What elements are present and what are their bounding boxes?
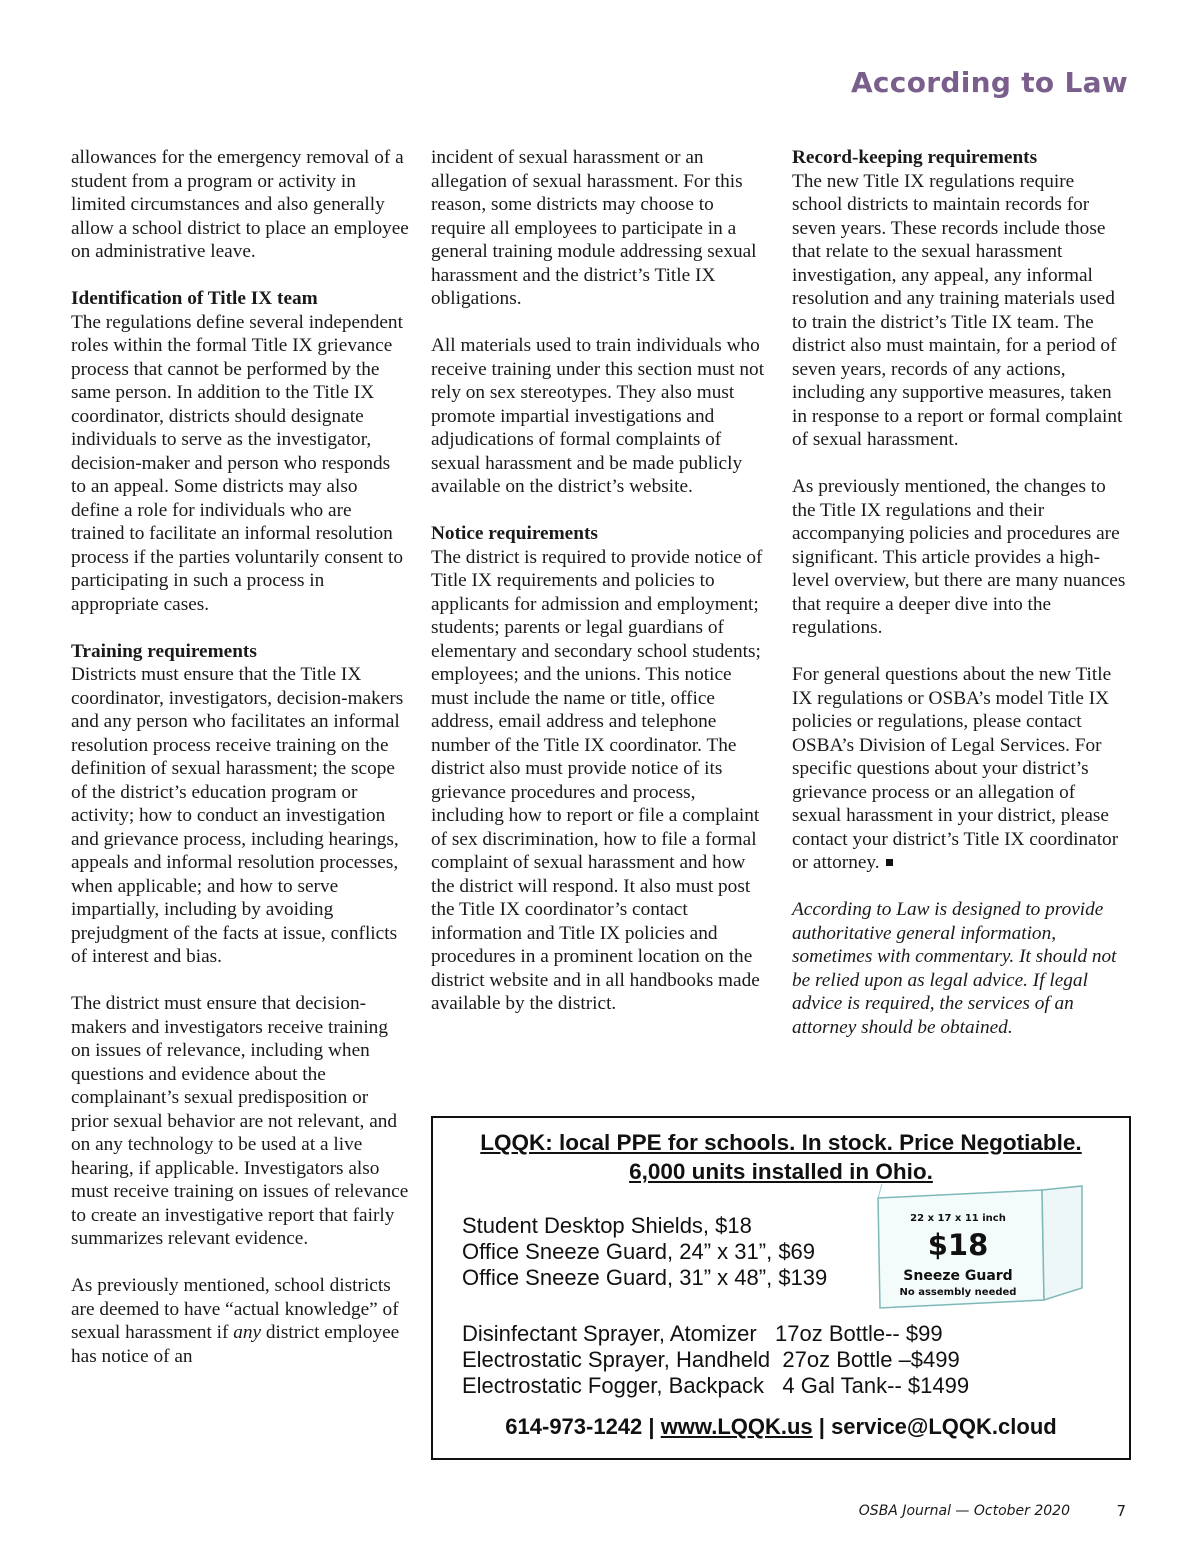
ad-website-link[interactable]: www.LQQK.us <box>660 1414 813 1439</box>
ad-item: Office Sneeze Guard, 24” x 31”, $69 <box>462 1239 816 1264</box>
ad-email[interactable]: service@LQQK.cloud <box>831 1414 1057 1439</box>
subheading-notice: Notice requirements <box>431 523 598 544</box>
page-number: 7 <box>1116 1502 1126 1520</box>
subheading-record-keeping: Record-keeping requirements <box>792 147 1038 168</box>
ad-contact-line <box>433 1414 1129 1440</box>
separator: | <box>642 1414 661 1439</box>
end-mark-icon <box>886 859 893 866</box>
paragraph: All materials used to train individuals who receive training under this section must not rely on sex stereotypes. They also must promote impartial investigations and adjudications of formal complaints of sexual harassment and be made publicly available on the district’s website. <box>431 335 765 497</box>
subheading-training: Training requirements <box>71 640 257 662</box>
text-span: For general questions about the new Title IX regulations or OSBA’s model Title IX policies or regulations, please contact OSBA’s Division of Legal Services. For specific questions about your district’s grievance process or an allegation of sexual harassment in your district, please contact your district’s Title IX coordinator or attorney. <box>792 664 1119 873</box>
text-column-3 <box>792 146 1128 1063</box>
subheading-title-ix-team: Identification of Title IX team <box>71 288 318 309</box>
paragraph: The regulations define several independent roles within the formal Title IX grievance process that cannot be performed by the same person. In addition to the Title IX coordinator, districts should designate individuals to serve as the investigator, decision-maker and person who responds to an appeal. Some districts may also define a role for individuals who are trained to facilitate an informal resolution process if the parties voluntarily consent to participating in such a process in appropriate cases. <box>71 311 403 615</box>
paragraph: As previously mentioned, the changes to the Title IX regulations and their accompanying policies and procedures are significant. This article provides a high-level overview, but there are many nuances that require a deeper dive into the regulations. <box>792 476 1126 638</box>
text-column-1 <box>71 146 409 1392</box>
ad-item: Office Sneeze Guard, 31” x 48”, $139 <box>462 1265 828 1290</box>
ad-item: Disinfectant Sprayer, Atomizer 17oz Bottle-- $99 <box>462 1321 943 1346</box>
ad-phone: 614-973-1242 <box>505 1414 643 1439</box>
separator: | <box>812 1414 832 1439</box>
guard-note: No assembly needed <box>899 1287 1017 1298</box>
ad-item: Student Desktop Shields, $18 <box>462 1213 752 1238</box>
advertisement <box>431 1116 1131 1460</box>
section-title: According to Law <box>850 66 1128 99</box>
ad-subheadline: 6,000 units installed in Ohio. <box>629 1159 933 1184</box>
paragraph: The new Title IX regulations require school districts to maintain records for seven years. These records include those that relate to the sexual harassment investigation, any appeal, any informal resolution and any training materials used to train the district’s Title IX team. The district also must maintain, for a period of seven years, records of any actions, including any supportive measures, taken in response to a report or formal complaint of sexual harassment. <box>792 170 1123 450</box>
guard-price: $18 <box>927 1228 989 1262</box>
paragraph: The district is required to provide notice of Title IX requirements and policies to applicants for admission and employment; students; parents or legal guardians of elementary and secondary school students; employees; and the unions. This notice must include the name or title, office address, email address and telephone number of the Title IX coordinator. The district also must provide notice of its grievance procedures and process, including how to report or file a complaint of sex discrimination, how to file a formal complaint of sexual harassment and how the district will respond. It also must post the Title IX coordinator’s contact information and Title IX policies and procedures in a prominent location on the district website and in all handbooks made available by the district. <box>431 546 763 1014</box>
ad-item: Electrostatic Fogger, Backpack 4 Gal Tank-- $1499 <box>462 1373 970 1398</box>
text-column-2 <box>431 146 773 1039</box>
ad-headline: LQQK: local PPE for schools. In stock. Price Negotiable. <box>480 1130 1082 1155</box>
paragraph <box>71 1274 409 1368</box>
emphasis: any <box>233 1322 262 1343</box>
guard-name: Sneeze Guard <box>903 1268 1013 1284</box>
paragraph: incident of sexual harassment or an allegation of sexual harassment. For this reason, some districts may choose to require all employees to participate in a general training module addressing sexual harassment and the district’s Title IX obligations. <box>431 147 757 309</box>
disclaimer: According to Law is designed to provide authoritative general information, sometimes with commentary. It should not be relied upon as legal advice. If legal advice is required, the services of an attorney should be obtained. <box>792 899 1117 1038</box>
paragraph: The district must ensure that decision-makers and investigators receive training on issues of relevance, including when questions and evidence about the complainant’s sexual predisposition or prior sexual behavior are not relevant, and on any technology to be used at a live hearing, if applicable. Investigators also must receive training on issues of relevance to create an investigative report that fairly summarizes relevant evidence. <box>71 993 409 1249</box>
journal-footer: OSBA Journal — October 2020 <box>858 1503 1070 1519</box>
ad-item: Electrostatic Sprayer, Handheld 27oz Bottle –$499 <box>462 1347 960 1372</box>
guard-dimensions: 22 x 17 x 11 inch <box>910 1213 1006 1224</box>
text-span: district employee has notice of an <box>71 1322 400 1367</box>
paragraph: Districts must ensure that the Title IX coordinator, investigators, decision-makers and any person who facilitates an informal resolution process receive training on the definition of sexual harassment; the scope of the district’s education program or activity; how to conduct an investigation and grievance process, including hearings, appeals and informal resolution processes, when applicable; and how to serve impartially, including by avoiding prejudgment of the facts at issue, conflicts of interest and bias. <box>71 664 404 967</box>
paragraph <box>792 663 1128 875</box>
text-span: As previously mentioned, school districts are deemed to have “actual knowledge” of sexual harassment if <box>71 1275 399 1343</box>
paragraph: allowances for the emergency removal of a student from a program or activity in limited circumstances and also generally allow a school district to place an employee on administrative leave. <box>71 147 409 262</box>
